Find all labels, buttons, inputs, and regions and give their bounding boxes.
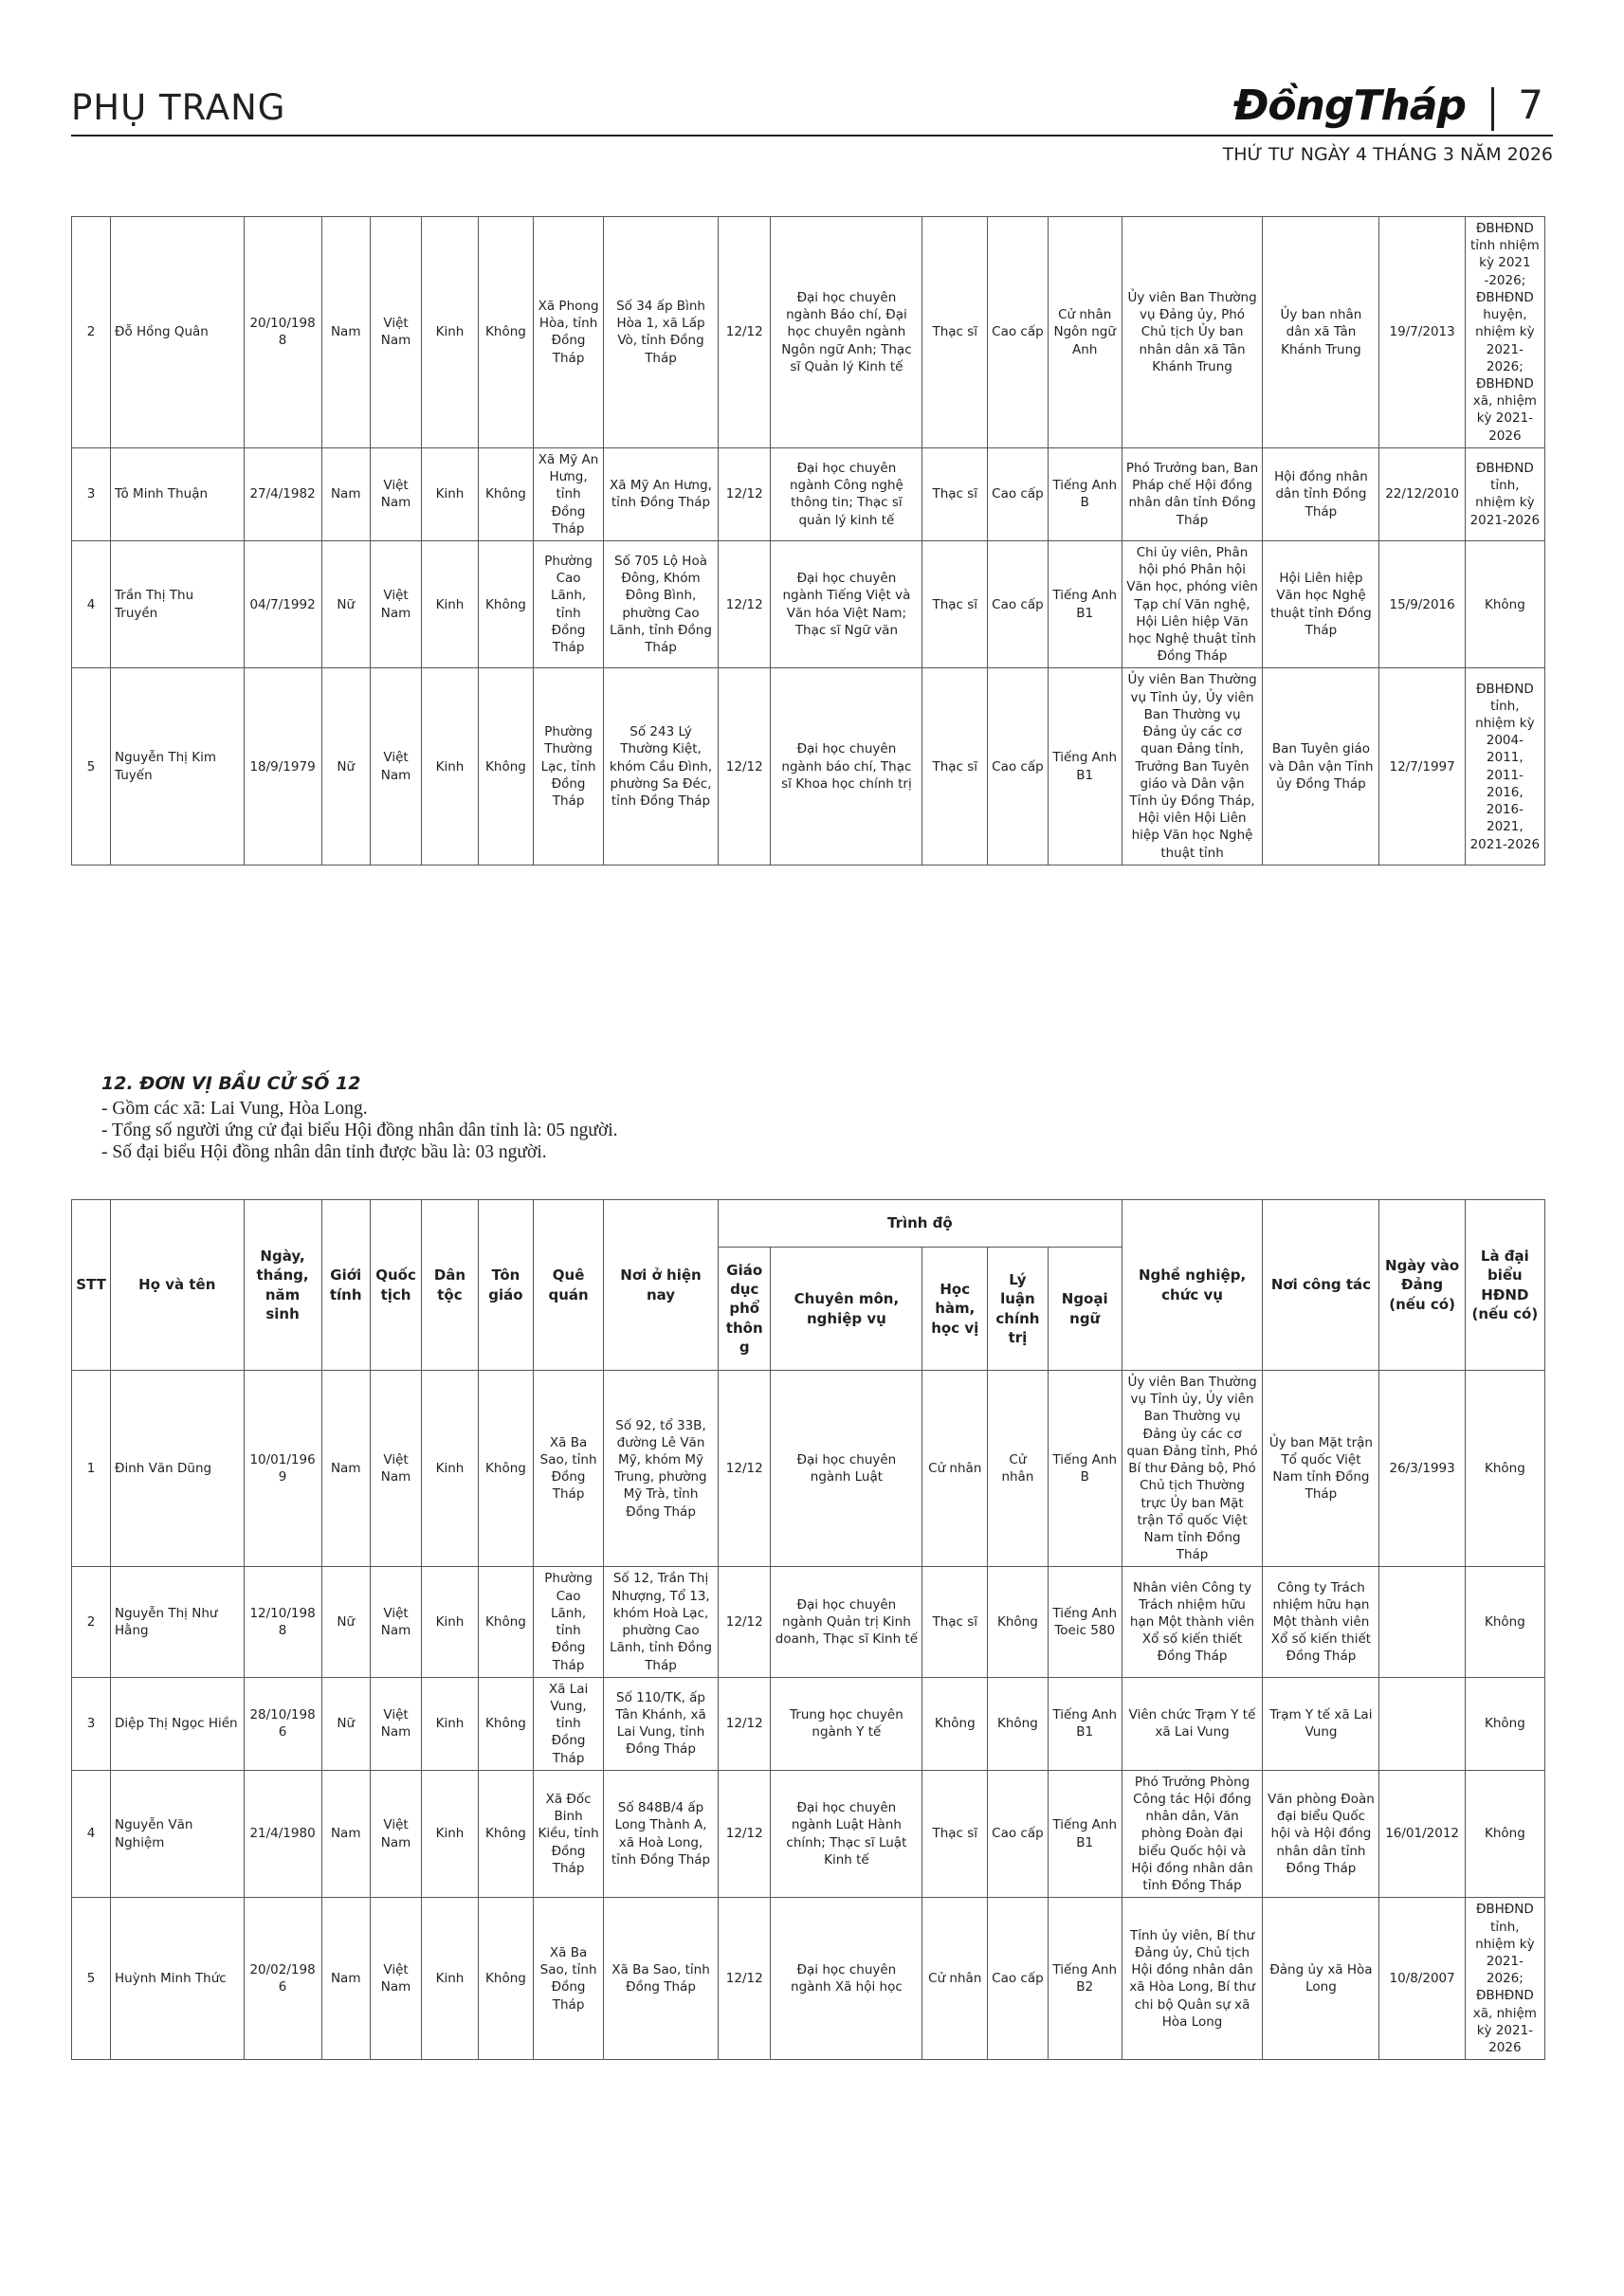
council-member-cell: ĐBHĐND tỉnh nhiệm kỳ 2021 -2026; ĐBHĐND huyện, nhiệm kỳ 2021-2026; ĐBHĐND xã, nhiệm kỳ 2021-2026 bbox=[1465, 217, 1544, 448]
residence-cell: Số 848B/4 ấp Long Thành A, xã Hoà Long, tỉnh Đồng Tháp bbox=[604, 1770, 719, 1898]
party-join-date-cell: 16/01/2012 bbox=[1379, 1770, 1465, 1898]
workplace-cell: Hội đồng nhân dân tỉnh Đồng Tháp bbox=[1263, 447, 1379, 540]
newspaper-logo: ĐồngTháp bbox=[1233, 82, 1466, 130]
name-cell: Huỳnh Minh Thức bbox=[111, 1898, 245, 2060]
religion-cell: Không bbox=[478, 540, 533, 668]
foreign-language-cell: Tiếng Anh B bbox=[1048, 447, 1122, 540]
residence-cell: Xã Ba Sao, tỉnh Đồng Tháp bbox=[604, 1898, 719, 2060]
ethnicity-cell: Kinh bbox=[422, 1371, 478, 1567]
workplace-cell: Văn phòng Đoàn đại biểu Quốc hội và Hội đồng nhân dân tỉnh Đồng Tháp bbox=[1263, 1770, 1379, 1898]
nationality-cell: Việt Nam bbox=[370, 1770, 421, 1898]
specialty-cell: Đại học chuyên ngành Luật bbox=[771, 1371, 922, 1567]
occupation-cell: Chi ủy viên, Phân hội phó Phân hội Văn học, phóng viên Tạp chí Văn nghệ, Hội Liên hiệp Văn học Nghệ thuật tỉnh Đồng Tháp bbox=[1122, 540, 1263, 668]
party-join-date-cell bbox=[1379, 1677, 1465, 1770]
stt-cell: 2 bbox=[72, 1567, 111, 1677]
header-stt: STT bbox=[72, 1200, 111, 1371]
table-row bbox=[72, 447, 1545, 540]
nationality-cell: Việt Nam bbox=[370, 1567, 421, 1677]
party-join-date-cell: 26/3/1993 bbox=[1379, 1371, 1465, 1567]
council-member-cell: Không bbox=[1465, 1677, 1544, 1770]
specialty-cell: Đại học chuyên ngành Quản trị Kinh doanh, Thạc sĩ Kinh tế bbox=[771, 1567, 922, 1677]
header-political-theory: Lý luận chính trị bbox=[988, 1248, 1049, 1371]
table-row bbox=[72, 1567, 1545, 1677]
council-member-cell: Không bbox=[1465, 1371, 1544, 1567]
table-row bbox=[72, 1371, 1545, 1567]
political-theory-cell: Cử nhân bbox=[988, 1371, 1049, 1567]
workplace-cell: Ủy ban Mặt trận Tổ quốc Việt Nam tỉnh Đồng Tháp bbox=[1263, 1371, 1379, 1567]
residence-cell: Xã Mỹ An Hưng, tỉnh Đồng Tháp bbox=[604, 447, 719, 540]
dob-cell: 20/02/1986 bbox=[244, 1898, 321, 2060]
workplace-cell: Hội Liên hiệp Văn học Nghệ thuật tỉnh Đồng Tháp bbox=[1263, 540, 1379, 668]
degree-cell: Cử nhân bbox=[922, 1371, 988, 1567]
header-specialty: Chuyên môn, nghiệp vụ bbox=[771, 1248, 922, 1371]
gender-cell: Nữ bbox=[321, 668, 370, 865]
ethnicity-cell: Kinh bbox=[422, 217, 478, 448]
header-rule bbox=[71, 135, 1553, 137]
general-education-cell: 12/12 bbox=[719, 668, 771, 865]
political-theory-cell: Cao cấp bbox=[988, 540, 1049, 668]
table-row bbox=[72, 668, 1545, 865]
specialty-cell: Đại học chuyên ngành Báo chí, Đại học chuyên ngành Ngôn ngữ Anh; Thạc sĩ Quản lý Kinh tế bbox=[771, 217, 922, 448]
header-dob: Ngày, tháng, năm sinh bbox=[244, 1200, 321, 1371]
general-education-cell: 12/12 bbox=[719, 1677, 771, 1770]
party-join-date-cell: 22/12/2010 bbox=[1379, 447, 1465, 540]
hometown-cell: Phường Thường Lạc, tỉnh Đồng Tháp bbox=[534, 668, 604, 865]
gender-cell: Nữ bbox=[321, 1677, 370, 1770]
nationality-cell: Việt Nam bbox=[370, 540, 421, 668]
hometown-cell: Xã Đốc Binh Kiều, tỉnh Đồng Tháp bbox=[534, 1770, 604, 1898]
page-number: 7 bbox=[1518, 82, 1543, 128]
council-member-cell: Không bbox=[1465, 540, 1544, 668]
gender-cell: Nam bbox=[321, 447, 370, 540]
religion-cell: Không bbox=[478, 1567, 533, 1677]
stt-cell: 4 bbox=[72, 1770, 111, 1898]
section-heading: 12. ĐƠN VỊ BẦU CỬ SỐ 12 bbox=[101, 1073, 361, 1094]
religion-cell: Không bbox=[478, 1898, 533, 2060]
header-occupation: Nghề nghiệp, chức vụ bbox=[1122, 1200, 1263, 1371]
degree-cell: Cử nhân bbox=[922, 1898, 988, 2060]
political-theory-cell: Cao cấp bbox=[988, 447, 1049, 540]
religion-cell: Không bbox=[478, 217, 533, 448]
name-cell: Diệp Thị Ngọc Hiền bbox=[111, 1677, 245, 1770]
nationality-cell: Việt Nam bbox=[370, 447, 421, 540]
religion-cell: Không bbox=[478, 1770, 533, 1898]
degree-cell: Thạc sĩ bbox=[922, 1567, 988, 1677]
hometown-cell: Xã Ba Sao, tỉnh Đồng Tháp bbox=[534, 1898, 604, 2060]
residence-cell: Số 12, Trần Thị Nhượng, Tổ 13, khóm Hoà Lạc, phường Cao Lãnh, tỉnh Đồng Tháp bbox=[604, 1567, 719, 1677]
ethnicity-cell: Kinh bbox=[422, 1567, 478, 1677]
general-education-cell: 12/12 bbox=[719, 217, 771, 448]
ethnicity-cell: Kinh bbox=[422, 668, 478, 865]
residence-cell: Số 92, tổ 33B, đường Lê Văn Mỹ, khóm Mỹ Trung, phường Mỹ Trà, tỉnh Đồng Tháp bbox=[604, 1371, 719, 1567]
religion-cell: Không bbox=[478, 668, 533, 865]
workplace-cell: Ủy ban nhân dân xã Tân Khánh Trung bbox=[1263, 217, 1379, 448]
dob-cell: 12/10/1988 bbox=[244, 1567, 321, 1677]
specialty-cell: Trung học chuyên ngành Y tế bbox=[771, 1677, 922, 1770]
stt-cell: 5 bbox=[72, 668, 111, 865]
residence-cell: Số 243 Lý Thường Kiệt, khóm Cầu Đình, phường Sa Đéc, tỉnh Đồng Tháp bbox=[604, 668, 719, 865]
nationality-cell: Việt Nam bbox=[370, 1898, 421, 2060]
foreign-language-cell: Tiếng Anh B1 bbox=[1048, 540, 1122, 668]
hometown-cell: Phường Cao Lãnh, tỉnh Đồng Tháp bbox=[534, 540, 604, 668]
stt-cell: 1 bbox=[72, 1371, 111, 1567]
residence-cell: Số 705 Lộ Hoà Đông, Khóm Đông Bình, phường Cao Lãnh, tỉnh Đồng Tháp bbox=[604, 540, 719, 668]
degree-cell: Thạc sĩ bbox=[922, 447, 988, 540]
occupation-cell: Nhân viên Công ty Trách nhiệm hữu hạn Một thành viên Xổ số kiến thiết Đồng Tháp bbox=[1122, 1567, 1263, 1677]
specialty-cell: Đại học chuyên ngành Công nghệ thông tin; Thạc sĩ quản lý kinh tế bbox=[771, 447, 922, 540]
degree-cell: Thạc sĩ bbox=[922, 540, 988, 668]
candidates-table-continued bbox=[71, 216, 1545, 866]
party-join-date-cell: 12/7/1997 bbox=[1379, 668, 1465, 865]
general-education-cell: 12/12 bbox=[719, 1898, 771, 2060]
dob-cell: 21/4/1980 bbox=[244, 1770, 321, 1898]
table-row bbox=[72, 217, 1545, 448]
general-education-cell: 12/12 bbox=[719, 1371, 771, 1567]
party-join-date-cell: 15/9/2016 bbox=[1379, 540, 1465, 668]
council-member-cell: ĐBHĐND tỉnh, nhiệm kỳ 2004-2011, 2011-2016, 2016-2021, 2021-2026 bbox=[1465, 668, 1544, 865]
info-line: - Số đại biểu Hội đồng nhân dân tỉnh được bầu là: 03 người. bbox=[101, 1142, 547, 1162]
occupation-cell: Ủy viên Ban Thường vụ Tỉnh ủy, Ủy viên Ban Thường vụ Đảng ủy các cơ quan Đảng tỉnh, Phó Bí thư Đảng bộ, Phó Chủ tịch Thường trực Ủy ban Mặt trận Tổ quốc Việt Nam tỉnh Đồng Tháp bbox=[1122, 1371, 1263, 1567]
header-name: Họ và tên bbox=[111, 1200, 245, 1371]
ethnicity-cell: Kinh bbox=[422, 1898, 478, 2060]
nationality-cell: Việt Nam bbox=[370, 1677, 421, 1770]
nationality-cell: Việt Nam bbox=[370, 668, 421, 865]
table-row bbox=[72, 1770, 1545, 1898]
occupation-cell: Phó Trưởng Phòng Công tác Hội đồng nhân dân, Văn phòng Đoàn đại biểu Quốc hội và Hội đồng nhân dân tỉnh Đồng Tháp bbox=[1122, 1770, 1263, 1898]
party-join-date-cell: 10/8/2007 bbox=[1379, 1898, 1465, 2060]
party-join-date-cell bbox=[1379, 1567, 1465, 1677]
dob-cell: 18/9/1979 bbox=[244, 668, 321, 865]
nationality-cell: Việt Nam bbox=[370, 1371, 421, 1567]
gender-cell: Nữ bbox=[321, 1567, 370, 1677]
name-cell: Tô Minh Thuận bbox=[111, 447, 245, 540]
religion-cell: Không bbox=[478, 447, 533, 540]
religion-cell: Không bbox=[478, 1677, 533, 1770]
occupation-cell: Ủy viên Ban Thường vụ Tỉnh ủy, Ủy viên Ban Thường vụ Đảng ủy các cơ quan Đảng tỉnh, Trưởng Ban Tuyên giáo và Dân vận Tỉnh ủy Đồng Tháp, Hội viên Hội Liên hiệp Văn học Nghệ thuật tỉnh bbox=[1122, 668, 1263, 865]
name-cell: Đỗ Hồng Quân bbox=[111, 217, 245, 448]
dob-cell: 28/10/1986 bbox=[244, 1677, 321, 1770]
general-education-cell: 12/12 bbox=[719, 447, 771, 540]
header-religion: Tôn giáo bbox=[478, 1200, 533, 1371]
table-row bbox=[72, 1898, 1545, 2060]
specialty-cell: Đại học chuyên ngành Xã hội học bbox=[771, 1898, 922, 2060]
ethnicity-cell: Kinh bbox=[422, 1677, 478, 1770]
general-education-cell: 12/12 bbox=[719, 540, 771, 668]
workplace-cell: Công ty Trách nhiệm hữu hạn Một thành viên Xổ số kiến thiết Đồng Tháp bbox=[1263, 1567, 1379, 1677]
dob-cell: 27/4/1982 bbox=[244, 447, 321, 540]
degree-cell: Thạc sĩ bbox=[922, 217, 988, 448]
political-theory-cell: Cao cấp bbox=[988, 217, 1049, 448]
foreign-language-cell: Tiếng Anh B1 bbox=[1048, 1770, 1122, 1898]
hometown-cell: Xã Mỹ An Hưng, tỉnh Đồng Tháp bbox=[534, 447, 604, 540]
religion-cell: Không bbox=[478, 1371, 533, 1567]
council-member-cell: ĐBHĐND tỉnh, nhiệm kỳ 2021-2026; ĐBHĐND xã, nhiệm kỳ 2021-2026 bbox=[1465, 1898, 1544, 2060]
header-council-member: Là đại biểu HĐND (nếu có) bbox=[1465, 1200, 1544, 1371]
header-divider bbox=[1491, 87, 1494, 131]
foreign-language-cell: Tiếng Anh B1 bbox=[1048, 1677, 1122, 1770]
workplace-cell: Trạm Y tế xã Lai Vung bbox=[1263, 1677, 1379, 1770]
name-cell: Nguyễn Văn Nghiệm bbox=[111, 1770, 245, 1898]
nationality-cell: Việt Nam bbox=[370, 217, 421, 448]
stt-cell: 3 bbox=[72, 447, 111, 540]
general-education-cell: 12/12 bbox=[719, 1567, 771, 1677]
dob-cell: 04/7/1992 bbox=[244, 540, 321, 668]
hometown-cell: Xã Phong Hòa, tỉnh Đồng Tháp bbox=[534, 217, 604, 448]
header-ethnicity: Dân tộc bbox=[422, 1200, 478, 1371]
name-cell: Trần Thị Thu Truyền bbox=[111, 540, 245, 668]
specialty-cell: Đại học chuyên ngành báo chí, Thạc sĩ Khoa học chính trị bbox=[771, 668, 922, 865]
name-cell: Đinh Văn Dũng bbox=[111, 1371, 245, 1567]
table-row bbox=[72, 1677, 1545, 1770]
gender-cell: Nam bbox=[321, 1770, 370, 1898]
dob-cell: 10/01/1969 bbox=[244, 1371, 321, 1567]
degree-cell: Thạc sĩ bbox=[922, 1770, 988, 1898]
name-cell: Nguyễn Thị Kim Tuyến bbox=[111, 668, 245, 865]
page-header bbox=[71, 0, 1553, 171]
council-member-cell: Không bbox=[1465, 1567, 1544, 1677]
issue-date: THỨ TƯ NGÀY 4 THÁNG 3 NĂM 2026 bbox=[1222, 144, 1553, 165]
specialty-cell: Đại học chuyên ngành Luật Hành chính; Thạc sĩ Luật Kinh tế bbox=[771, 1770, 922, 1898]
foreign-language-cell: Tiếng Anh Toeic 580 bbox=[1048, 1567, 1122, 1677]
stt-cell: 5 bbox=[72, 1898, 111, 2060]
residence-cell: Số 110/TK, ấp Tân Khánh, xã Lai Vung, tỉnh Đồng Tháp bbox=[604, 1677, 719, 1770]
specialty-cell: Đại học chuyên ngành Tiếng Việt và Văn hóa Việt Nam; Thạc sĩ Ngữ văn bbox=[771, 540, 922, 668]
section-title: PHỤ TRANG bbox=[71, 87, 286, 128]
political-theory-cell: Không bbox=[988, 1677, 1049, 1770]
ethnicity-cell: Kinh bbox=[422, 1770, 478, 1898]
electoral-unit-12 bbox=[101, 1073, 618, 1163]
council-member-cell: Không bbox=[1465, 1770, 1544, 1898]
foreign-language-cell: Tiếng Anh B bbox=[1048, 1371, 1122, 1567]
candidates-table-unit-12 bbox=[71, 1199, 1545, 2060]
stt-cell: 4 bbox=[72, 540, 111, 668]
header-residence: Nơi ở hiện nay bbox=[604, 1200, 719, 1371]
dob-cell: 20/10/1988 bbox=[244, 217, 321, 448]
header-degree: Học hàm, học vị bbox=[922, 1248, 988, 1371]
occupation-cell: Viên chức Trạm Y tế xã Lai Vung bbox=[1122, 1677, 1263, 1770]
gender-cell: Nam bbox=[321, 217, 370, 448]
info-line: - Tổng số người ứng cử đại biểu Hội đồng nhân dân tỉnh là: 05 người. bbox=[101, 1121, 618, 1140]
stt-cell: 3 bbox=[72, 1677, 111, 1770]
header-nationality: Quốc tịch bbox=[370, 1200, 421, 1371]
political-theory-cell: Không bbox=[988, 1567, 1049, 1677]
header-foreign-language: Ngoại ngữ bbox=[1048, 1248, 1122, 1371]
header-workplace: Nơi công tác bbox=[1263, 1200, 1379, 1371]
workplace-cell: Ban Tuyên giáo và Dân vận Tỉnh ủy Đồng Tháp bbox=[1263, 668, 1379, 865]
hometown-cell: Xã Lai Vung, tỉnh Đồng Tháp bbox=[534, 1677, 604, 1770]
stt-cell: 2 bbox=[72, 217, 111, 448]
header-education-group: Trình độ bbox=[719, 1200, 1122, 1248]
header-party-join-date: Ngày vào Đảng (nếu có) bbox=[1379, 1200, 1465, 1371]
occupation-cell: Tỉnh ủy viên, Bí thư Đảng ủy, Chủ tịch Hội đồng nhân dân xã Hòa Long, Bí thư chi bộ Quân sự xã Hòa Long bbox=[1122, 1898, 1263, 2060]
degree-cell: Không bbox=[922, 1677, 988, 1770]
header-hometown: Quê quán bbox=[534, 1200, 604, 1371]
name-cell: Nguyễn Thị Như Hằng bbox=[111, 1567, 245, 1677]
info-line: - Gồm các xã: Lai Vung, Hòa Long. bbox=[101, 1099, 368, 1119]
hometown-cell: Xã Ba Sao, tỉnh Đồng Tháp bbox=[534, 1371, 604, 1567]
header-gender: Giới tính bbox=[321, 1200, 370, 1371]
political-theory-cell: Cao cấp bbox=[988, 1770, 1049, 1898]
workplace-cell: Đảng ủy xã Hòa Long bbox=[1263, 1898, 1379, 2060]
gender-cell: Nam bbox=[321, 1898, 370, 2060]
hometown-cell: Phường Cao Lãnh, tỉnh Đồng Tháp bbox=[534, 1567, 604, 1677]
occupation-cell: Ủy viên Ban Thường vụ Đảng ủy, Phó Chủ tịch Ủy ban nhân dân xã Tân Khánh Trung bbox=[1122, 217, 1263, 448]
occupation-cell: Phó Trưởng ban, Ban Pháp chế Hội đồng nhân dân tỉnh Đồng Tháp bbox=[1122, 447, 1263, 540]
residence-cell: Số 34 ấp Bình Hòa 1, xã Lấp Vò, tỉnh Đồng Tháp bbox=[604, 217, 719, 448]
foreign-language-cell: Cử nhân Ngôn ngữ Anh bbox=[1048, 217, 1122, 448]
degree-cell: Thạc sĩ bbox=[922, 668, 988, 865]
council-member-cell: ĐBHĐND tỉnh, nhiệm kỳ 2021-2026 bbox=[1465, 447, 1544, 540]
ethnicity-cell: Kinh bbox=[422, 447, 478, 540]
general-education-cell: 12/12 bbox=[719, 1770, 771, 1898]
table-row bbox=[72, 540, 1545, 668]
header-general-education: Giáo dục phổ thông bbox=[719, 1248, 771, 1371]
political-theory-cell: Cao cấp bbox=[988, 1898, 1049, 2060]
gender-cell: Nam bbox=[321, 1371, 370, 1567]
gender-cell: Nữ bbox=[321, 540, 370, 668]
foreign-language-cell: Tiếng Anh B1 bbox=[1048, 668, 1122, 865]
foreign-language-cell: Tiếng Anh B2 bbox=[1048, 1898, 1122, 2060]
party-join-date-cell: 19/7/2013 bbox=[1379, 217, 1465, 448]
ethnicity-cell: Kinh bbox=[422, 540, 478, 668]
political-theory-cell: Cao cấp bbox=[988, 668, 1049, 865]
